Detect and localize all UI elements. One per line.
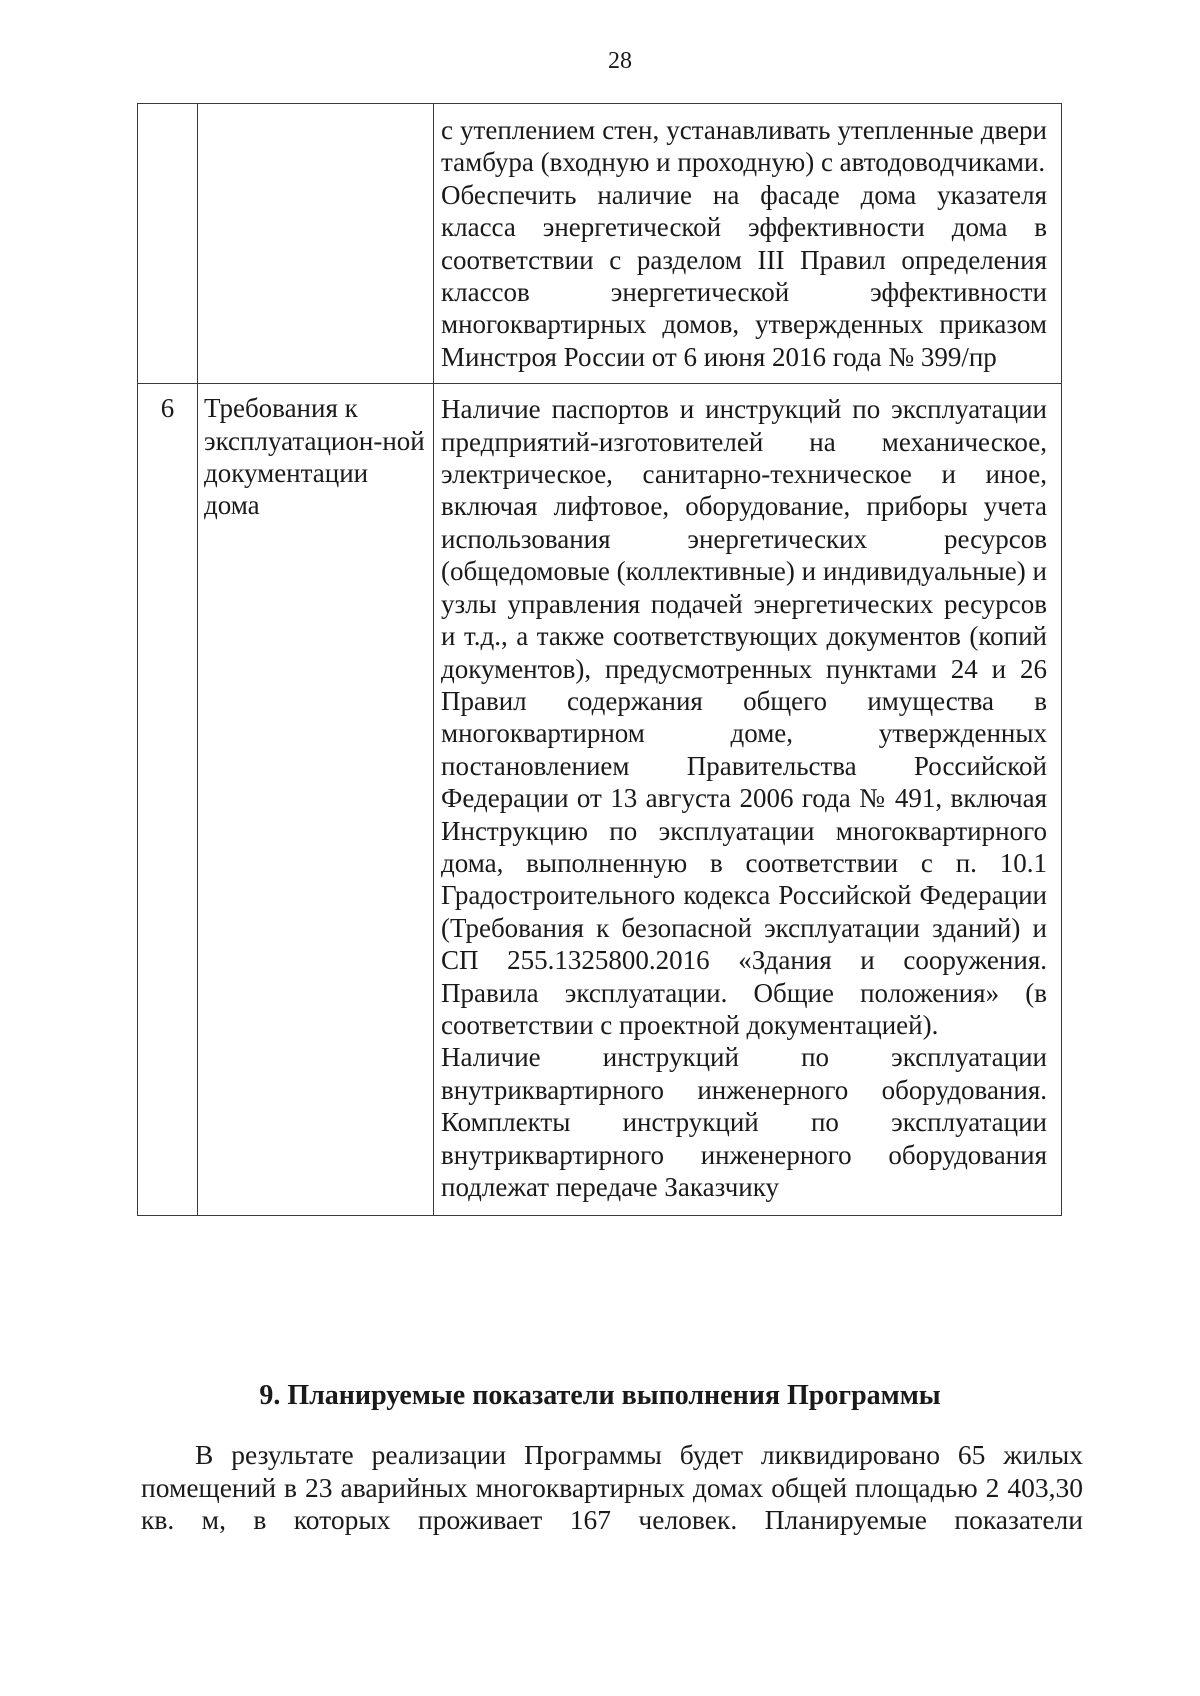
- requirement-paragraph: с утеплением стен, устанавливать утепленные двери тамбура (входную и проходную) с автодоводчиками.: [441, 115, 1047, 178]
- requirements-table: [137, 103, 1062, 1216]
- table-row: [138, 104, 1062, 384]
- row-requirements-cell: [434, 384, 1062, 1216]
- section-title: 9. Планируемые показатели выполнения Программы: [259, 1380, 941, 1411]
- row-name-cell: [198, 104, 434, 384]
- requirement-paragraph: Обеспечить наличие на фасаде дома указателя класса энергетической эффективности дома в соответствии с разделом III Правил определения классов энергетической эффективности многоквартирных домов, утвержденных приказом Минстроя России от 6 июня 2016 года № 399/пр: [441, 179, 1047, 372]
- row-number-cell: [138, 104, 198, 384]
- row-requirements-cell: [434, 104, 1062, 384]
- requirement-paragraph: Наличие паспортов и инструкций по эксплуатации предприятий-изготовителей на механическое, электрическое, санитарно-техническое и иное, включая лифтовое, оборудование, приборы учета использования энергетических ресурсов (общедомовые (коллективные) и индивидуальные) и узлы управления подачей энергетических ресурсов и т.д., а также соответствующих документов (копий документов), предусмотренных пунктами 24 и 26 Правил содержания общего имущества в многоквартирном доме, утвержденных постановлением Правительства Российской Федерации от 13 августа 2006 года № 491, включая Инструкцию по эксплуатации многоквартирного дома, выполненную в соответствии с п. 10.1 Градостроительного кодекса Российской Федерации (Требования к безопасной эксплуатации зданий) и СП 255.1325800.2016 «Здания и сооружения. Правила эксплуатации. Общие положения» (в соответствии с проектной документацией).: [441, 394, 1047, 1040]
- section-body-text: В результате реализации Программы будет ликвидировано 65 жилых помещений в 23 аварийных многоквартирных домах общей площадью 2 403,30 кв. м, в которых проживает 167 человек. Планируемые показатели: [141, 1439, 1083, 1535]
- page-number: 28: [608, 48, 632, 74]
- row-number-cell: 6: [138, 384, 198, 1216]
- table-row: [138, 384, 1062, 1216]
- requirement-paragraph: Наличие инструкций по эксплуатации внутриквартирного инженерного оборудования. Комплекты инструкций по эксплуатации внутриквартирного инженерного оборудования подлежат передаче Заказчику: [441, 1042, 1047, 1202]
- row-name-cell: Требования к эксплуатацион-ной документации дома: [198, 384, 434, 1216]
